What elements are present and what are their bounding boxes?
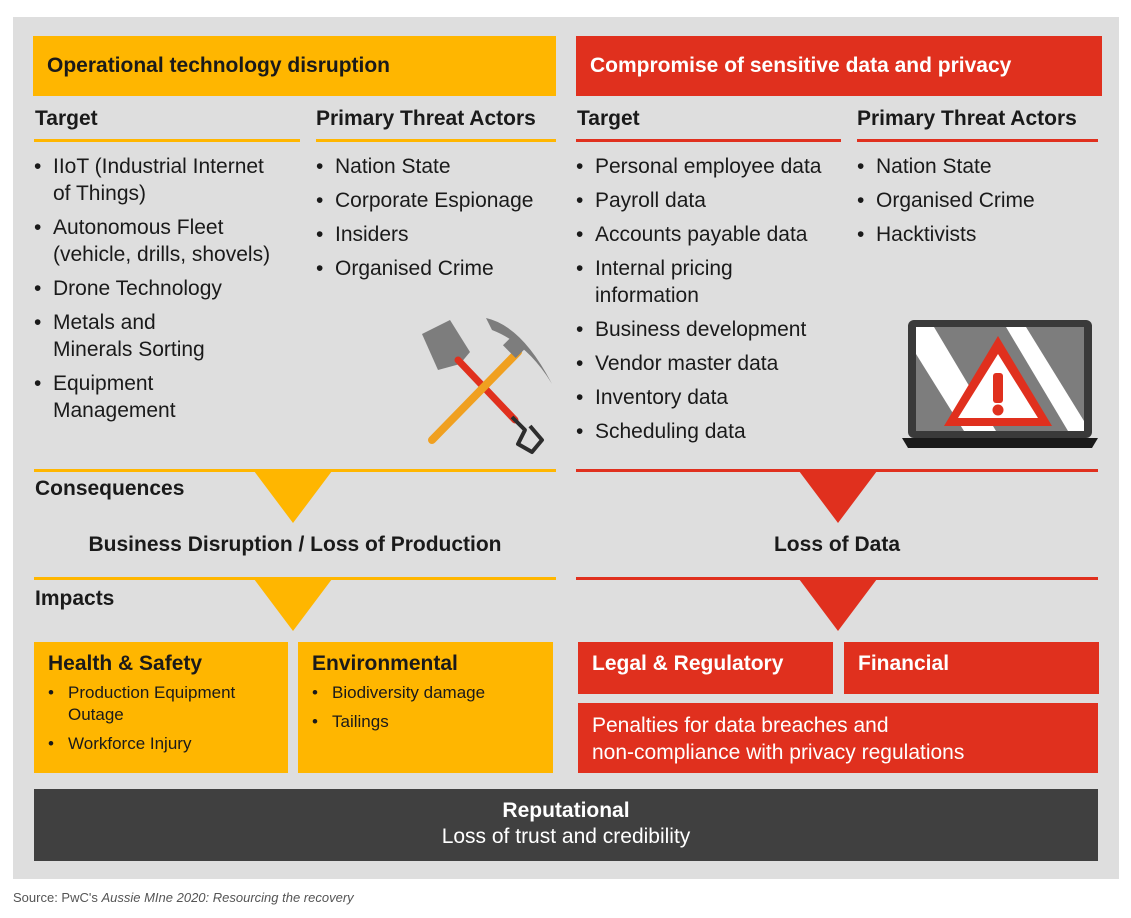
- list-item: • Workforce Injury: [48, 733, 263, 755]
- list-item-line: (vehicle, drills, shovels): [53, 243, 271, 266]
- reputational-subtitle: Loss of trust and credibility: [441, 825, 691, 848]
- list-item-line: Minerals Sorting: [53, 338, 205, 361]
- list-item: [576, 153, 851, 180]
- right-impacts-arrow: [799, 579, 877, 631]
- penalties-line-1: Penalties for data breaches and: [592, 714, 889, 737]
- list-item-line: Accounts payable data: [595, 223, 808, 246]
- list-item: [576, 384, 851, 411]
- right-consequence: Loss of Data: [773, 533, 901, 556]
- list-item-line: Autonomous Fleet: [53, 216, 224, 239]
- list-item-line: Internal pricing: [595, 257, 733, 280]
- health-safety-title: Health & Safety: [48, 652, 203, 675]
- legal-regulatory-title: Legal & Regulatory: [592, 652, 784, 675]
- health-safety-list: [48, 682, 263, 755]
- financial-box: [844, 642, 1099, 694]
- list-item: • Insiders: [316, 221, 556, 248]
- left-header: [33, 36, 556, 96]
- list-item-line: IIoT (Industrial Internet: [53, 155, 264, 178]
- reputational-title: Reputational: [502, 799, 630, 822]
- list-item-line: Scheduling data: [595, 420, 746, 443]
- list-item: [34, 153, 304, 207]
- right-target-rule: [576, 139, 841, 142]
- left-target-heading: Target: [35, 107, 98, 130]
- list-item: [576, 316, 851, 343]
- list-item: • Biodiversity damage: [312, 682, 539, 704]
- list-item-line: information: [595, 284, 699, 307]
- financial-title: Financial: [858, 652, 950, 675]
- list-item: [576, 350, 851, 377]
- list-item-line: Equipment: [53, 372, 154, 395]
- list-item: • Tailings: [312, 711, 539, 733]
- list-item-line: Inventory data: [595, 386, 729, 409]
- left-consequence: Business Disruption / Loss of Production: [88, 533, 502, 556]
- laptop-warning-icon: [902, 318, 1098, 450]
- reputational-box: [34, 789, 1098, 861]
- list-item: [34, 275, 304, 302]
- right-actors-heading: Primary Threat Actors: [857, 107, 1077, 130]
- shovel-pickaxe-icon: [410, 312, 560, 457]
- list-item: • Nation State: [857, 153, 1097, 180]
- penalties-line-2: non-compliance with privacy regulations: [592, 741, 965, 764]
- list-item: • Hacktivists: [857, 221, 1097, 248]
- environmental-box: [298, 642, 553, 773]
- list-item: • Organised Crime: [316, 255, 556, 282]
- source-prefix: Source: PwC's: [13, 890, 102, 905]
- list-item-line: of Things): [53, 182, 146, 205]
- list-item-line: Drone Technology: [53, 277, 222, 300]
- right-actors-list: [857, 153, 1097, 255]
- left-actors-rule: [316, 139, 556, 142]
- source-title: Aussie MIne 2020: Resourcing the recovery: [101, 890, 354, 905]
- list-item-line: Personal employee data: [595, 155, 822, 178]
- left-target-rule: [34, 139, 300, 142]
- right-target-list: [576, 153, 851, 452]
- list-item: [576, 221, 851, 248]
- legal-regulatory-box: [578, 642, 833, 694]
- impacts-label: Impacts: [35, 587, 115, 610]
- source-note: [13, 890, 354, 905]
- list-item-line: Metals and: [53, 311, 156, 334]
- list-item: [34, 370, 304, 424]
- list-item: [34, 309, 304, 363]
- list-item: [576, 255, 851, 309]
- list-item: [34, 214, 304, 268]
- left-impacts-arrow: [254, 579, 332, 631]
- left-consequences-arrow: [254, 471, 332, 523]
- list-item: • Production Equipment Outage: [48, 682, 263, 726]
- list-item: • Nation State: [316, 153, 556, 180]
- list-item: [576, 187, 851, 214]
- right-header-label: Compromise of sensitive data and privacy: [590, 54, 1012, 77]
- left-target-list: [34, 153, 304, 431]
- right-target-heading: Target: [577, 107, 640, 130]
- list-item: • Organised Crime: [857, 187, 1097, 214]
- right-header: [576, 36, 1102, 96]
- list-item-line: Vendor master data: [595, 352, 779, 375]
- environmental-list: [312, 682, 539, 733]
- right-actors-rule: [857, 139, 1098, 142]
- list-item: [576, 418, 851, 445]
- left-header-label: Operational technology disruption: [47, 54, 391, 77]
- right-consequences-arrow: [799, 471, 877, 523]
- list-item: • Corporate Espionage: [316, 187, 556, 214]
- left-actors-heading: Primary Threat Actors: [316, 107, 536, 130]
- health-safety-box: [34, 642, 288, 773]
- list-item-line: Payroll data: [595, 189, 706, 212]
- environmental-title: Environmental: [312, 652, 458, 675]
- list-item-line: Business development: [595, 318, 807, 341]
- penalties-box: [578, 703, 1098, 773]
- left-actors-list: [316, 153, 556, 289]
- consequences-label: Consequences: [35, 477, 185, 500]
- list-item-line: Management: [53, 399, 176, 422]
